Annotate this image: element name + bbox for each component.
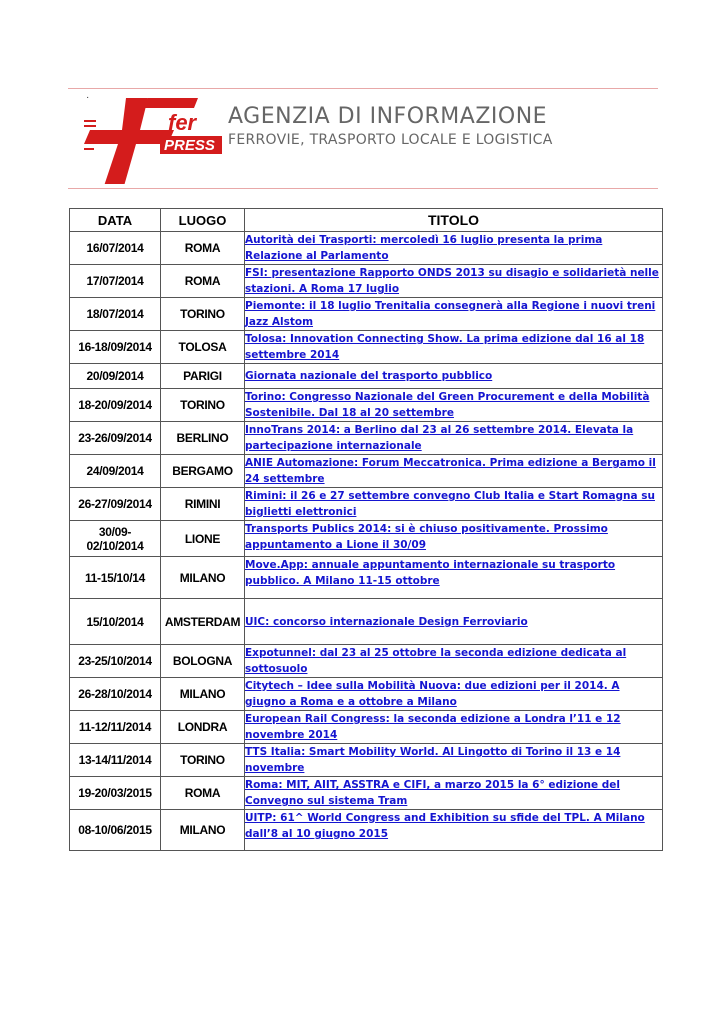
- event-title-link[interactable]: TTS Italia: Smart Mobility World. Al Lingotto di Torino il 13 e 14 novembre: [245, 746, 621, 774]
- events-table: [69, 208, 663, 851]
- event-title-cell: [245, 810, 663, 851]
- ferpress-logo: [78, 94, 228, 184]
- event-title-cell: [245, 364, 663, 389]
- event-title-link[interactable]: FSI: presentazione Rapporto ONDS 2013 su disagio e solidarietà nelle stazioni. A Roma 17 luglio: [245, 267, 659, 295]
- event-place: MILANO: [161, 557, 245, 599]
- event-place: TORINO: [161, 389, 245, 422]
- table-row: [70, 744, 663, 777]
- event-title-cell: [245, 422, 663, 455]
- table-header-row: [70, 209, 663, 232]
- table-row: [70, 265, 663, 298]
- event-date: 15/10/2014: [70, 599, 161, 645]
- event-date: 24/09/2014: [70, 455, 161, 488]
- header-title: TITOLO: [245, 209, 663, 232]
- event-date: 16/07/2014: [70, 232, 161, 265]
- event-place: ROMA: [161, 265, 245, 298]
- event-title-link[interactable]: European Rail Congress: la seconda edizione a Londra l’11 e 12 novembre 2014: [245, 713, 621, 741]
- event-title-cell: [245, 521, 663, 557]
- event-title-cell: [245, 265, 663, 298]
- event-place: PARIGI: [161, 364, 245, 389]
- event-title-cell: [245, 232, 663, 265]
- event-title-link[interactable]: Transports Publics 2014: si è chiuso positivamente. Prossimo appuntamento a Lione il 30/09: [245, 523, 608, 551]
- event-title-link[interactable]: Expotunnel: dal 23 al 25 ottobre la seconda edizione dedicata al sottosuolo: [245, 647, 627, 675]
- event-title-link[interactable]: Roma: MIT, AIIT, ASSTRA e CIFI, a marzo 2015 la 6° edizione del Convegno sul sistema Tram: [245, 779, 621, 807]
- event-date: 08-10/06/2015: [70, 810, 161, 851]
- event-title-link[interactable]: UITP: 61^ World Congress and Exhibition su sfide del TPL. A Milano dall’8 al 10 giugno 2015: [245, 812, 645, 840]
- event-title-link[interactable]: Piemonte: il 18 luglio Trenitalia consegnerà alla Regione i nuovi treni Jazz Alstom: [245, 300, 656, 328]
- event-title-cell: [245, 557, 663, 599]
- agency-subtitle: FERROVIE, TRASPORTO LOCALE E LOGISTICA: [228, 132, 553, 148]
- event-place: TOLOSA: [161, 331, 245, 364]
- event-title-link[interactable]: Tolosa: Innovation Connecting Show. La prima edizione dal 16 al 18 settembre 2014: [245, 333, 645, 361]
- table-row: [70, 557, 663, 599]
- event-place: TORINO: [161, 298, 245, 331]
- table-row: [70, 455, 663, 488]
- event-title-cell: [245, 455, 663, 488]
- event-title-link[interactable]: Giornata nazionale del trasporto pubblico: [245, 370, 493, 382]
- event-place: BOLOGNA: [161, 645, 245, 678]
- table-row: [70, 364, 663, 389]
- header-place: LUOGO: [161, 209, 245, 232]
- event-title-link[interactable]: Rimini: il 26 e 27 settembre convegno Club Italia e Start Romagna su biglietti elettronici: [245, 490, 655, 518]
- event-title-link[interactable]: UIC: concorso internazionale Design Ferroviario: [245, 615, 528, 628]
- svg-text:PRESS: PRESS: [164, 137, 215, 154]
- table-row: [70, 331, 663, 364]
- event-title-link[interactable]: Autorità dei Trasporti: mercoledì 16 luglio presenta la prima Relazione al Parlamento: [245, 234, 603, 262]
- event-date: 11-15/10/14: [70, 557, 161, 599]
- event-place: ROMA: [161, 232, 245, 265]
- event-date: 17/07/2014: [70, 265, 161, 298]
- event-date: 20/09/2014: [70, 364, 161, 389]
- event-date: 19-20/03/2015: [70, 777, 161, 810]
- event-place: BERLINO: [161, 422, 245, 455]
- event-place: MILANO: [161, 810, 245, 851]
- event-title-link[interactable]: Torino: Congresso Nazionale del Green Procurement e della Mobilità Sostenibile. Dal 18 al 20 settembre: [245, 391, 650, 419]
- event-date: 23-25/10/2014: [70, 645, 161, 678]
- event-place: MILANO: [161, 678, 245, 711]
- event-place: LONDRA: [161, 711, 245, 744]
- event-date: 26-27/09/2014: [70, 488, 161, 521]
- event-place: TORINO: [161, 744, 245, 777]
- event-title-cell: [245, 599, 663, 645]
- event-date: 18-20/09/2014: [70, 389, 161, 422]
- event-title-link[interactable]: ANIE Automazione: Forum Meccatronica. Prima edizione a Bergamo il 24 settembre: [245, 457, 656, 485]
- table-row: [70, 298, 663, 331]
- header-date: DATA: [70, 209, 161, 232]
- header-top-rule: [68, 88, 658, 89]
- event-date: 13-14/11/2014: [70, 744, 161, 777]
- event-title-cell: [245, 678, 663, 711]
- event-title-cell: [245, 711, 663, 744]
- event-place: BERGAMO: [161, 455, 245, 488]
- event-place: AMSTERDAM: [161, 599, 245, 645]
- table-row: [70, 422, 663, 455]
- table-row: [70, 678, 663, 711]
- event-date: 16-18/09/2014: [70, 331, 161, 364]
- event-title-link[interactable]: Move.App: annuale appuntamento internazionale su trasporto pubblico. A Milano 11-15 ottobre: [245, 559, 616, 587]
- event-place: RIMINI: [161, 488, 245, 521]
- header-dot: ·: [86, 92, 90, 103]
- event-title-link[interactable]: InnoTrans 2014: a Berlino dal 23 al 26 settembre 2014. Elevata la partecipazione internazionale: [245, 424, 634, 452]
- table-row: [70, 389, 663, 422]
- event-date: 30/09- 02/10/2014: [70, 521, 161, 557]
- table-row: [70, 777, 663, 810]
- event-date: 11-12/11/2014: [70, 711, 161, 744]
- svg-text:fer: fer: [168, 110, 197, 135]
- event-title-cell: [245, 645, 663, 678]
- event-place: ROMA: [161, 777, 245, 810]
- event-place: LIONE: [161, 521, 245, 557]
- event-title-cell: [245, 777, 663, 810]
- table-row: [70, 711, 663, 744]
- table-row: [70, 521, 663, 557]
- agency-title: AGENZIA DI INFORMAZIONE: [228, 104, 548, 129]
- header-bottom-rule: [68, 188, 658, 189]
- event-date: 18/07/2014: [70, 298, 161, 331]
- table-row: [70, 488, 663, 521]
- table-row: [70, 810, 663, 851]
- event-title-cell: [245, 744, 663, 777]
- event-title-cell: [245, 298, 663, 331]
- event-title-cell: [245, 488, 663, 521]
- table-row: [70, 599, 663, 645]
- table-row: [70, 645, 663, 678]
- page-header: [68, 84, 658, 194]
- table-row: [70, 232, 663, 265]
- event-title-cell: [245, 331, 663, 364]
- event-date: 26-28/10/2014: [70, 678, 161, 711]
- event-title-link[interactable]: Citytech – Idee sulla Mobilità Nuova: due edizioni per il 2014. A giugno a Roma e a ottobre a Milano: [245, 680, 620, 708]
- event-date: 23-26/09/2014: [70, 422, 161, 455]
- event-title-cell: [245, 389, 663, 422]
